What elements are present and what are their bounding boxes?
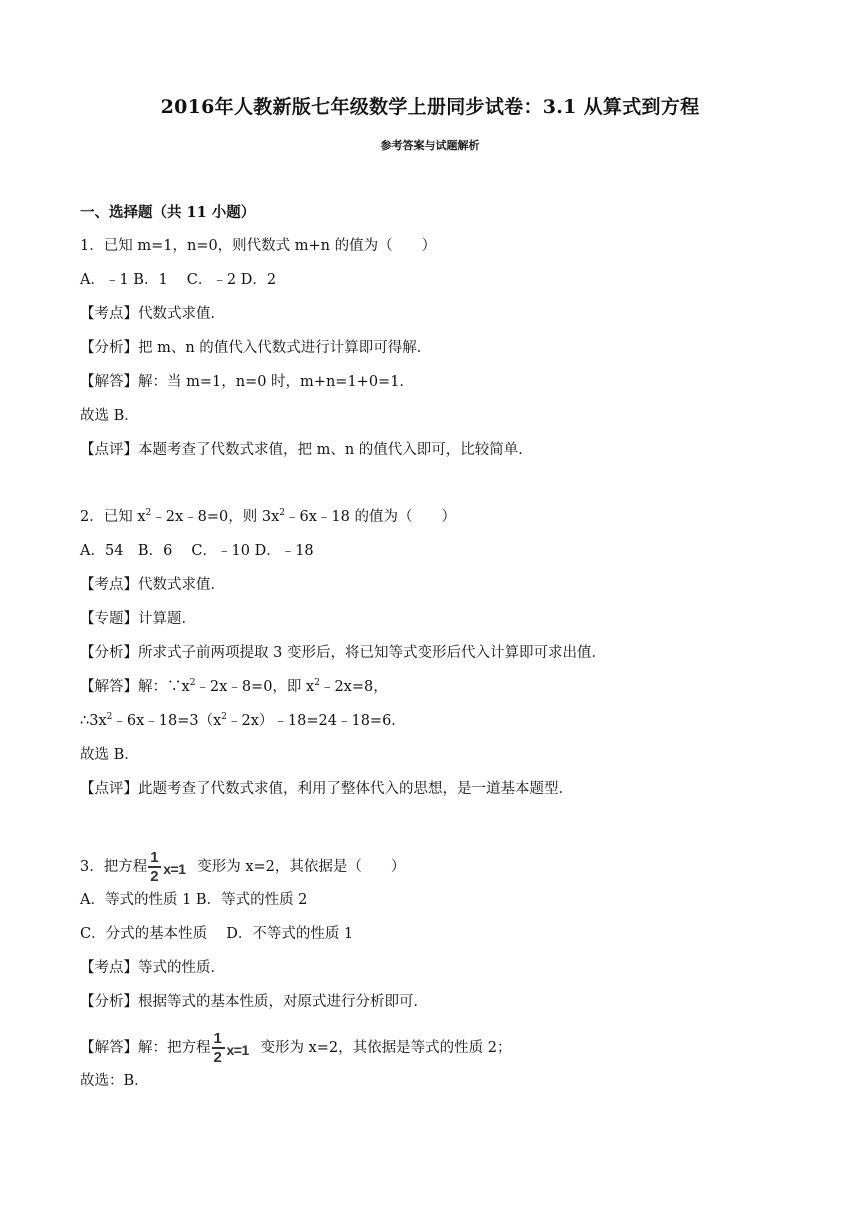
q2-calc xyxy=(80,711,406,731)
q3-stem xyxy=(80,850,405,884)
q3-options-1: A．等式的性质 1 B．等式的性质 2 xyxy=(80,892,308,908)
q2-calc-part: ∴3x xyxy=(80,713,107,729)
q3-kaodian: 【考点】等式的性质． xyxy=(80,960,225,976)
q2-dianping: 【点评】此题考查了代数式求值，利用了整体代入的思想，是一道基本题型． xyxy=(80,781,573,797)
q2-jieda-part: 【解答】解：∵x xyxy=(80,679,190,695)
equation-rest: x=1 xyxy=(163,861,186,877)
q3-fenxi: 【分析】根据等式的基本性质，对原式进行分析即可． xyxy=(80,994,428,1010)
q1-dianping: 【点评】本题考查了代数式求值，把 m、n 的值代入即可，比较简单． xyxy=(80,442,533,458)
equation-image xyxy=(148,850,196,884)
fraction-denominator: 2 xyxy=(150,868,159,885)
q3-options-2: C．分式的基本性质 D．不等式的性质 1 xyxy=(80,926,354,942)
exponent: 2 xyxy=(189,678,196,688)
equation-rest: x=1 xyxy=(226,1042,249,1058)
document-title: 2016年人教新版七年级数学上册同步试卷：3.1 从算式到方程 xyxy=(160,96,700,118)
exponent: 2 xyxy=(314,678,320,688)
q2-calc-part: ﹣6x﹣18=3（x xyxy=(112,713,222,729)
q2-options: A．54 B．6 C．﹣10 D．﹣18 xyxy=(80,543,314,559)
q1-kaodian: 【考点】代数式求值． xyxy=(80,306,225,322)
q3-stem-part: 变形为 x=2，其依据是（ ） xyxy=(197,859,406,875)
exponent: 2 xyxy=(106,712,113,722)
q2-jieda xyxy=(80,677,388,697)
q1-answer: 故选 B． xyxy=(80,408,139,424)
q2-stem-part: ﹣6x﹣18 的值为（ ） xyxy=(285,509,456,525)
equation-image xyxy=(212,1031,260,1065)
section-heading: 一、选择题（共 11 小题） xyxy=(80,204,256,221)
q2-calc-part: ﹣2x）﹣18=24﹣18=6． xyxy=(227,713,406,729)
q2-fenxi: 【分析】所求式子前两项提取 3 变形后，将已知等式变形后代入计算即可求出值． xyxy=(80,645,606,661)
q3-jieda-part: 变形为 x=2，其依据是等式的性质 2； xyxy=(260,1040,512,1056)
q2-answer: 故选 B． xyxy=(80,747,139,763)
q3-jieda-part: 【解答】解：把方程 xyxy=(80,1040,211,1056)
exponent: 2 xyxy=(145,508,152,518)
exponent: 2 xyxy=(221,712,228,722)
q3-stem-part: 3．把方程 xyxy=(80,859,148,875)
q1-jieda: 【解答】解：当 m=1，n=0 时，m+n=1+0=1． xyxy=(80,374,414,390)
q2-stem-part: ﹣2x﹣8=0，则 3x xyxy=(151,509,280,525)
q2-stem xyxy=(80,507,456,527)
fraction-numerator: 1 xyxy=(213,1030,222,1047)
q1-fenxi: 【分析】把 m、n 的值代入代数式进行计算即可得解． xyxy=(80,340,432,356)
q1-options: A．﹣1 B．1 C．﹣2 D．2 xyxy=(80,272,277,288)
q2-jieda-part: ﹣2x=8， xyxy=(319,679,388,695)
q2-stem-part: 2．已知 x xyxy=(80,509,146,525)
document-subtitle: 参考答案与试题解析 xyxy=(380,139,480,152)
q2-zhuanti: 【专题】计算题． xyxy=(80,611,196,627)
q3-jieda xyxy=(80,1031,512,1065)
q1-stem: 1．已知 m=1，n=0，则代数式 m+n 的值为（ ） xyxy=(80,238,437,254)
fraction-numerator: 1 xyxy=(150,849,159,866)
q2-jieda-part: ﹣2x﹣8=0，即 x xyxy=(195,679,315,695)
fraction-denominator: 2 xyxy=(213,1049,222,1066)
q2-kaodian: 【考点】代数式求值． xyxy=(80,577,225,593)
q3-answer: 故选：B． xyxy=(80,1073,149,1089)
exponent: 2 xyxy=(279,508,285,518)
